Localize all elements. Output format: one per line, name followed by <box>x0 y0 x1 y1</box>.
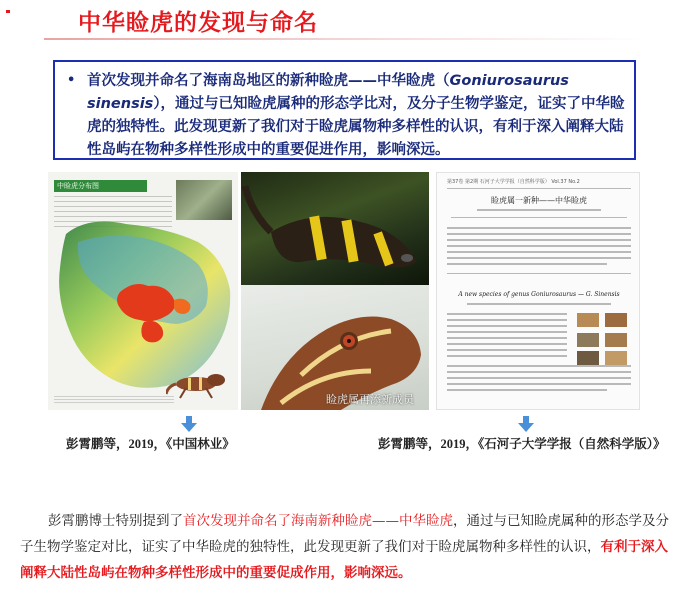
paper-text-line <box>447 349 567 351</box>
paper-thumbnail <box>605 313 627 327</box>
summary-text <box>87 70 627 162</box>
gecko-photo-bottom <box>241 285 429 410</box>
paper-text-line <box>447 377 631 379</box>
gecko-illustration <box>166 366 236 400</box>
paper-text-line <box>447 251 631 253</box>
paper-rule <box>447 188 631 189</box>
summary-text-after: ），通过与已知睑虎属种的形态学比对，及分子生物学鉴定，证实了中华睑虎的独特性。此发现更新了我们对于睑虎属物种多样性的认识，有利于深入阐释大陆性岛屿在物种多样性形成中的重要促进作用，影响深远。 <box>87 96 625 158</box>
paper-en-title: A new species of genus Goniurosaurus — G. Sinensis <box>458 291 620 298</box>
bullet-icon: • <box>67 73 76 88</box>
paper-text-line <box>447 325 567 327</box>
summary-box <box>53 60 636 160</box>
title-underline <box>44 38 644 40</box>
paper-thumbnail <box>605 351 627 365</box>
species-latin-name: Goniurosaurus sinensis <box>87 73 569 112</box>
paper-thumbnail <box>577 313 599 327</box>
paper-text-line <box>447 245 631 247</box>
paper-authors-line <box>477 209 601 211</box>
map-header: 中睑虎分布图 <box>54 180 147 192</box>
arrow-down-icon <box>518 416 534 432</box>
title-bar <box>0 0 695 46</box>
paper-text-line <box>447 343 567 345</box>
body-highlight-discovery: 首次发现并命名了海南新种睑虎——中华睑虎 <box>183 513 453 529</box>
citation-right: 彭霄鹏等，2019，《石河子大学学报（自然科学版）》 <box>378 437 666 451</box>
summary-text-before: 首次发现并命名了海南岛地区的新种睑虎——中华睑虎（ <box>87 73 450 89</box>
paper-text-line <box>447 319 567 321</box>
paper-text-line <box>447 263 607 265</box>
paper-text-line <box>447 371 631 373</box>
paper-text-line <box>447 365 631 367</box>
title-decoration <box>6 10 10 40</box>
distribution-map-figure <box>48 172 238 410</box>
paper-text-line <box>447 331 567 333</box>
journal-paper-page <box>436 172 640 410</box>
paper-text-line <box>447 389 607 391</box>
arrow-down-icon <box>181 416 197 432</box>
body-prefix: 彭霄鹏博士特别提到了 <box>48 513 183 529</box>
paper-journal-line: 第37卷 第2期 石河子大学学报（自然科学版） Vol.37 No.2 <box>447 179 580 185</box>
gecko-photo-top <box>241 172 429 285</box>
photo-caption: 睑虎属再添新成员 <box>326 393 414 406</box>
paper-text-line <box>447 233 631 235</box>
gecko-body-top <box>241 172 429 285</box>
body-highlight-impact: 有利于深入阐释大陆性岛屿在物种多样性形成中的重要促成作用，影响深远。 <box>20 539 668 581</box>
map-footer-text <box>54 396 174 404</box>
paper-text-line <box>447 313 567 315</box>
paper-title: 睑虎属一新种——中华睑虎 <box>491 196 587 205</box>
paper-text-line <box>447 227 631 229</box>
paper-text-line <box>447 257 631 259</box>
paper-thumbnail <box>605 333 627 347</box>
citation-left: 彭霄鹏等，2019，《中国林业》 <box>66 437 235 451</box>
paper-affil-line <box>451 217 627 218</box>
paper-thumbnail <box>577 351 599 365</box>
body-middle: ，通过与已知睑虎属种的形态学及分子生物学鉴定对比，证实了中华睑虎的独特性，此发现更新了我们对于睑虎属物种多样性的认识， <box>20 513 669 555</box>
body-paragraph <box>20 508 680 586</box>
paper-text-line <box>447 337 567 339</box>
paper-text-line <box>447 383 631 385</box>
paper-thumbnail <box>577 333 599 347</box>
paper-text-line <box>467 303 611 305</box>
paper-text-line <box>447 239 631 241</box>
page-title: 中华睑虎的发现与命名 <box>78 10 318 36</box>
paper-text-line <box>447 355 567 357</box>
paper-rule <box>447 273 631 274</box>
